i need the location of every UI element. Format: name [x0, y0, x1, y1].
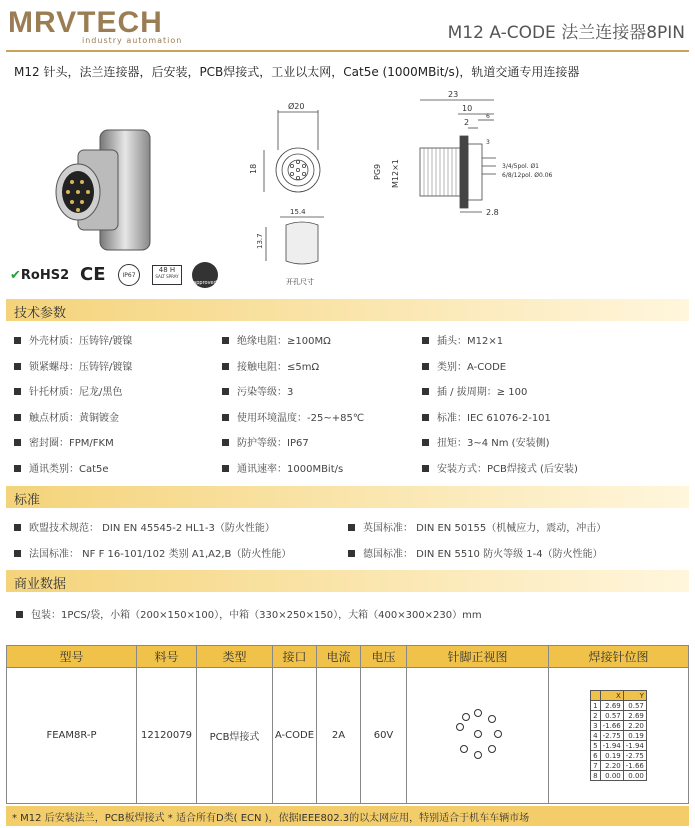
tech-spec-item: 通讯类别：Cat5e: [14, 460, 109, 475]
page-title: M12 A-CODE 法兰连接器8PIN: [447, 23, 685, 43]
dim-10: 10: [462, 104, 473, 113]
coord-cell: 0.00: [623, 771, 646, 781]
bullet-icon: [422, 414, 429, 421]
brand-tagline: industry automation: [82, 36, 183, 45]
tech-spec-item: 锁紧螺母：压铸锌/镀镍: [14, 358, 132, 373]
coord-row: [591, 771, 647, 781]
coord-row: [591, 751, 647, 761]
th-pin-view: 针脚正视图: [407, 646, 549, 668]
coord-cell: 7: [591, 761, 600, 771]
tech-spec-item: 触点材质：黄铜镀金: [14, 409, 119, 424]
bullet-icon: [14, 524, 21, 531]
coord-row: [591, 741, 647, 751]
tech-spec-item: 插 / 拔周期：≥ 100: [422, 383, 527, 398]
th-part: 料号: [137, 646, 197, 668]
coord-header: X: [600, 691, 623, 701]
coord-cell: -1.66: [623, 761, 646, 771]
bullet-icon: [14, 337, 21, 344]
bullet-icon: [14, 550, 21, 557]
bullet-icon: [14, 414, 21, 421]
cell-model: FEAM8R-P: [7, 668, 137, 804]
cell-interface: A-CODE: [273, 668, 317, 804]
standard-item: 欧盟技术规范： DIN EN 45545-2 HL1-3（防火性能）: [14, 519, 275, 534]
th-type: 类型: [197, 646, 273, 668]
dim-23: 23: [448, 90, 459, 99]
dim-height: 18: [249, 163, 258, 174]
th-solder-pos: 焊接针位图: [549, 646, 689, 668]
dim-2: 2: [464, 118, 470, 127]
bullet-icon: [422, 388, 429, 395]
dim-hole-width: 15.4: [290, 208, 306, 216]
pin-note-1: 3/4/5pol. Ø1: [502, 163, 539, 170]
coord-cell: 4: [591, 731, 600, 741]
ce-icon: CE: [80, 264, 106, 285]
standard-item: 德国标准： DIN EN 5510 防火等级 1-4（防火性能）: [348, 545, 603, 560]
coord-cell: -1.94: [623, 741, 646, 751]
bullet-icon: [14, 439, 21, 446]
coord-cell: 2.20: [600, 761, 623, 771]
divider: [6, 50, 689, 52]
th-interface: 接口: [273, 646, 317, 668]
bullet-icon: [222, 337, 229, 344]
coord-cell: 2.69: [600, 701, 623, 711]
product-description: M12 针头，法兰连接器，后安装，PCB焊接式，工业以太网，Cat5e (1000MBit/s)，轨道交通专用连接器: [14, 65, 580, 79]
coord-cell: 3: [591, 721, 600, 731]
tech-spec-item: 接触电阻：≤5mΩ: [222, 358, 319, 373]
tech-spec-item: 外壳材质：压铸锌/镀镍: [14, 332, 132, 347]
bullet-icon: [14, 465, 21, 472]
tech-spec-item: 污染等级：3: [222, 383, 293, 398]
coord-header: [591, 691, 600, 701]
bullet-icon: [422, 439, 429, 446]
pin-note-2: 6/8/12pol. Ø0.06: [502, 172, 553, 179]
standard-item: 英国标准： DIN EN 50155（机械应力，震动，冲击）: [348, 519, 606, 534]
side-view-drawing: [360, 88, 580, 218]
brand-name: MRVTECH: [8, 6, 163, 39]
approved-icon: approved: [192, 262, 218, 288]
cell-pin-view: [407, 668, 549, 804]
coord-cell: 8: [591, 771, 600, 781]
tech-spec-item: 插头：M12×1: [422, 332, 503, 347]
coord-row: [591, 761, 647, 771]
standards-section-header: 标准: [6, 486, 689, 508]
cell-part: 12120079: [137, 668, 197, 804]
coordinate-table: [590, 690, 647, 781]
coord-header: Y: [623, 691, 646, 701]
dim-6: 6: [486, 113, 490, 120]
coord-cell: -1.66: [600, 721, 623, 731]
tech-spec-item: 使用环境温度：-25~+85℃: [222, 409, 364, 424]
cell-solder-pos: [549, 668, 689, 804]
pin-front-view-diagram: [443, 699, 513, 769]
coord-cell: 0.00: [600, 771, 623, 781]
bullet-icon: [422, 337, 429, 344]
coord-cell: 6: [591, 751, 600, 761]
coord-row: [591, 701, 647, 711]
coord-cell: 2.69: [623, 711, 646, 721]
coord-cell: 0.57: [623, 701, 646, 711]
tech-spec-item: 通讯速率：1000MBit/s: [222, 460, 343, 475]
coord-row: [591, 721, 647, 731]
coord-row: [591, 731, 647, 741]
coord-cell: -1.94: [600, 741, 623, 751]
bullet-icon: [222, 363, 229, 370]
coord-row: [591, 711, 647, 721]
coord-cell: 0.19: [600, 751, 623, 761]
tech-spec-item: 绝缘电阻：≥100MΩ: [222, 332, 331, 347]
cell-type: PCB焊接式: [197, 668, 273, 804]
tech-spec-item: 针托材质：尼龙/黑色: [14, 383, 122, 398]
hole-label: 开孔尺寸: [286, 278, 314, 286]
bullet-icon: [422, 363, 429, 370]
panel-hole-drawing: [250, 205, 340, 290]
coord-cell: -2.75: [600, 731, 623, 741]
product-photo: [50, 120, 170, 260]
bullet-icon: [222, 465, 229, 472]
th-current: 电流: [317, 646, 361, 668]
bullet-icon: [14, 388, 21, 395]
dim-28: 2.8: [486, 208, 499, 217]
tech-spec-item: 扭矩：3~4 Nm (安装侧): [422, 434, 550, 449]
coord-cell: 2.20: [623, 721, 646, 731]
standard-item: 法国标准： NF F 16-101/102 类别 A1,A2,B（防火性能）: [14, 545, 291, 560]
bullet-icon: [16, 611, 23, 618]
tech-spec-item: 防护等级：IP67: [222, 434, 309, 449]
thread-m12: M12×1: [391, 159, 400, 188]
bullet-icon: [14, 363, 21, 370]
tech-section-header: 技术参数: [6, 299, 689, 321]
coord-cell: 5: [591, 741, 600, 751]
bullet-icon: [222, 439, 229, 446]
dim-diameter: Ø20: [288, 102, 305, 111]
rohs-icon: ✔RoHS2: [10, 268, 70, 283]
bullet-icon: [348, 550, 355, 557]
bullet-icon: [222, 414, 229, 421]
salt-spray-icon: 48 H SALT SPRAY: [152, 265, 182, 285]
th-model: 型号: [7, 646, 137, 668]
thread-pg9: PG9: [373, 163, 382, 180]
packaging-info: 包装：1PCS/袋，小箱（200×150×100），中箱（330×250×150），大箱（400×300×230）mm: [16, 606, 482, 621]
bullet-icon: [422, 465, 429, 472]
dim-3: 3: [486, 139, 490, 146]
th-voltage: 电压: [361, 646, 407, 668]
tech-spec-item: 安装方式：PCB焊接式 (后安装): [422, 460, 578, 475]
coord-cell: 1: [591, 701, 600, 711]
coord-cell: 0.57: [600, 711, 623, 721]
coord-cell: 0.19: [623, 731, 646, 741]
cell-voltage: 60V: [361, 668, 407, 804]
coord-cell: -2.75: [623, 751, 646, 761]
spec-table: [6, 645, 689, 804]
tech-spec-item: 类别：A-CODE: [422, 358, 506, 373]
footer-note: * M12 后安装法兰，PCB板焊接式 * 适合所有D类( ECN )，依据IEEE802.3的以太网应用，特别适合于机车车辆市场: [6, 806, 689, 826]
dim-hole-height: 13.7: [256, 233, 264, 249]
bullet-icon: [348, 524, 355, 531]
tech-spec-item: 标准：IEC 61076-2-101: [422, 409, 551, 424]
ip67-icon: IP67: [118, 264, 140, 286]
cell-current: 2A: [317, 668, 361, 804]
bullet-icon: [222, 388, 229, 395]
tech-spec-item: 密封圈：FPM/FKM: [14, 434, 114, 449]
brand-logo: [8, 8, 182, 45]
front-view-drawing: [240, 100, 340, 220]
coord-cell: 2: [591, 711, 600, 721]
business-section-header: 商业数据: [6, 570, 689, 592]
